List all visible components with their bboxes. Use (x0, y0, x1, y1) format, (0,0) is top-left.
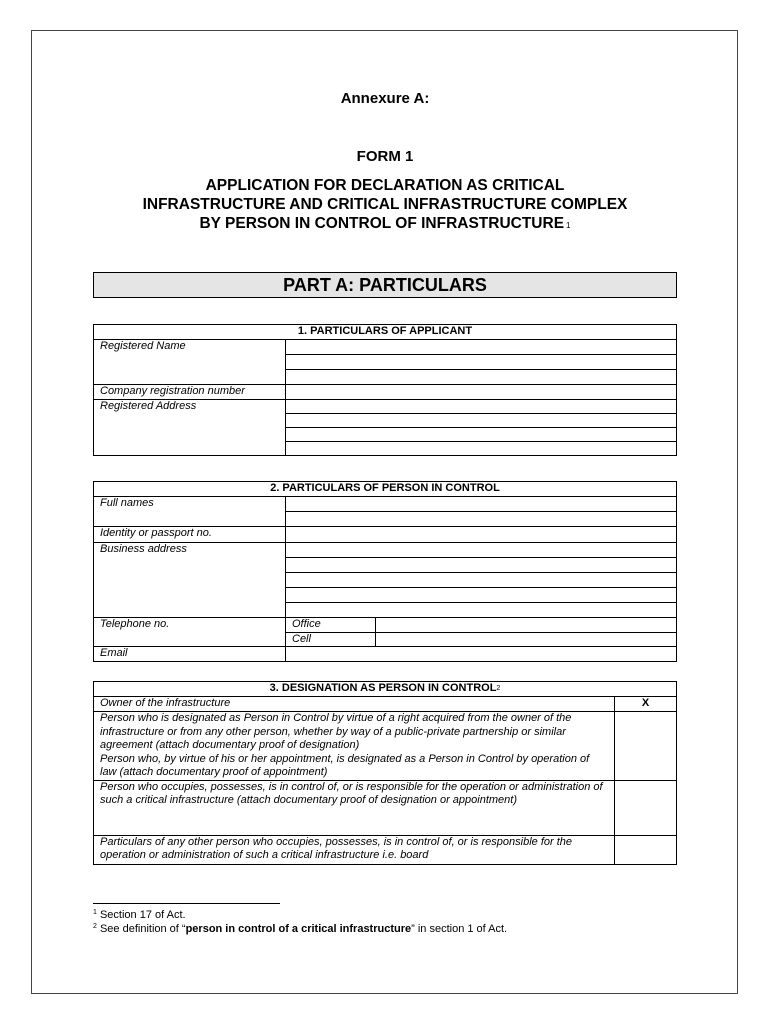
registered-address-field-1[interactable] (286, 400, 677, 414)
section-applicant-title: 1. PARTICULARS OF APPLICANT (94, 325, 677, 340)
office-label: Office (286, 618, 376, 633)
annexure-heading: Annexure A: (340, 90, 430, 107)
registered-address-field-2[interactable] (286, 414, 677, 428)
section-designation-title-text: 3. DESIGNATION AS PERSON IN CONTROL (269, 682, 497, 694)
form-title-line-3 (0, 214, 770, 233)
owner-option-mark[interactable]: X (615, 697, 677, 712)
other-person-option-mark[interactable] (615, 835, 677, 864)
registered-name-field-2[interactable] (286, 355, 677, 370)
footnote-2-text-pre: See definition of “ (96, 923, 186, 935)
company-registration-field[interactable] (286, 385, 677, 400)
section-person-in-control-table (93, 481, 677, 662)
footnote-ref-1: 1 (566, 221, 571, 230)
registered-name-field-1[interactable] (286, 340, 677, 355)
other-person-option-label: Particulars of any other person who occupies, possesses, is in control of, or is responsible for the operation or administration of such a critical infrastructure i.e. board (94, 835, 615, 864)
section-applicant-table (93, 324, 677, 456)
form-title-line-2: INFRASTRUCTURE AND CRITICAL INFRASTRUCTURE COMPLEX (142, 196, 628, 213)
cell-label: Cell (286, 632, 376, 647)
email-label: Email (94, 647, 286, 662)
email-field[interactable] (286, 647, 677, 662)
footnote-ref-2: 2 (496, 685, 501, 692)
identity-label: Identity or passport no. (94, 527, 286, 543)
registered-address-label: Registered Address (94, 400, 286, 456)
designated-option-mark[interactable] (615, 712, 677, 781)
telephone-label: Telephone no. (94, 618, 286, 647)
registered-name-field-3[interactable] (286, 370, 677, 385)
section-designation-table (93, 681, 677, 865)
owner-option-label: Owner of the infrastructure (94, 697, 615, 712)
cell-phone-field[interactable] (376, 632, 677, 647)
registered-address-field-3[interactable] (286, 428, 677, 442)
business-address-label: Business address (94, 543, 286, 618)
footnote-2-text-post: ” in section 1 of Act. (411, 923, 508, 935)
section-designation-title (94, 682, 677, 697)
designated-right-option-label: Person who is designated as Person in Control by virtue of a right acquired from the owner of the infrastructure or from any other person, whether by way of a public-private partnership or similar agreement (attach documentary proof of designation) (94, 712, 615, 753)
office-phone-field[interactable] (376, 618, 677, 633)
registered-name-label: Registered Name (94, 340, 286, 385)
form-title-line-1: APPLICATION FOR DECLARATION AS CRITICAL (205, 177, 565, 194)
form-title-line-3-text: BY PERSON IN CONTROL OF INFRASTRUCTURE (199, 215, 565, 232)
section-person-in-control-title: 2. PARTICULARS OF PERSON IN CONTROL (94, 482, 677, 497)
full-names-field-1[interactable] (286, 497, 677, 512)
footnote-1 (93, 909, 186, 921)
form-title (0, 176, 770, 233)
registered-address-field-4[interactable] (286, 442, 677, 456)
designated-law-option-label: Person who, by virtue of his or her appointment, is designated as a Person in Control by operation of law (attach documentary proof of appointment) (94, 753, 615, 781)
company-registration-label: Company registration number (94, 385, 286, 400)
footnote-separator (93, 903, 280, 904)
business-address-field-3[interactable] (286, 573, 677, 588)
footnote-2 (93, 923, 507, 935)
business-address-field-1[interactable] (286, 543, 677, 558)
form-number: FORM 1 (356, 148, 414, 165)
full-names-field-2[interactable] (286, 512, 677, 527)
identity-boxes (286, 527, 677, 543)
footnote-1-number: 1 (93, 909, 97, 916)
full-names-label: Full names (94, 497, 286, 527)
occupies-option-mark[interactable] (615, 780, 677, 835)
footnote-1-text: Section 17 of Act. (96, 909, 186, 921)
part-a-title: PART A: PARTICULARS (93, 272, 677, 298)
business-address-field-5[interactable] (286, 603, 677, 618)
footnote-2-text-bold: person in control of a critical infrastructure (185, 923, 412, 935)
business-address-field-2[interactable] (286, 558, 677, 573)
footnote-2-number: 2 (93, 923, 97, 930)
occupies-option-label: Person who occupies, possesses, is in control of, or is responsible for the operation or administration of such a critical infrastructure (attach documentary proof of designation or appointment) (94, 780, 615, 835)
business-address-field-4[interactable] (286, 588, 677, 603)
